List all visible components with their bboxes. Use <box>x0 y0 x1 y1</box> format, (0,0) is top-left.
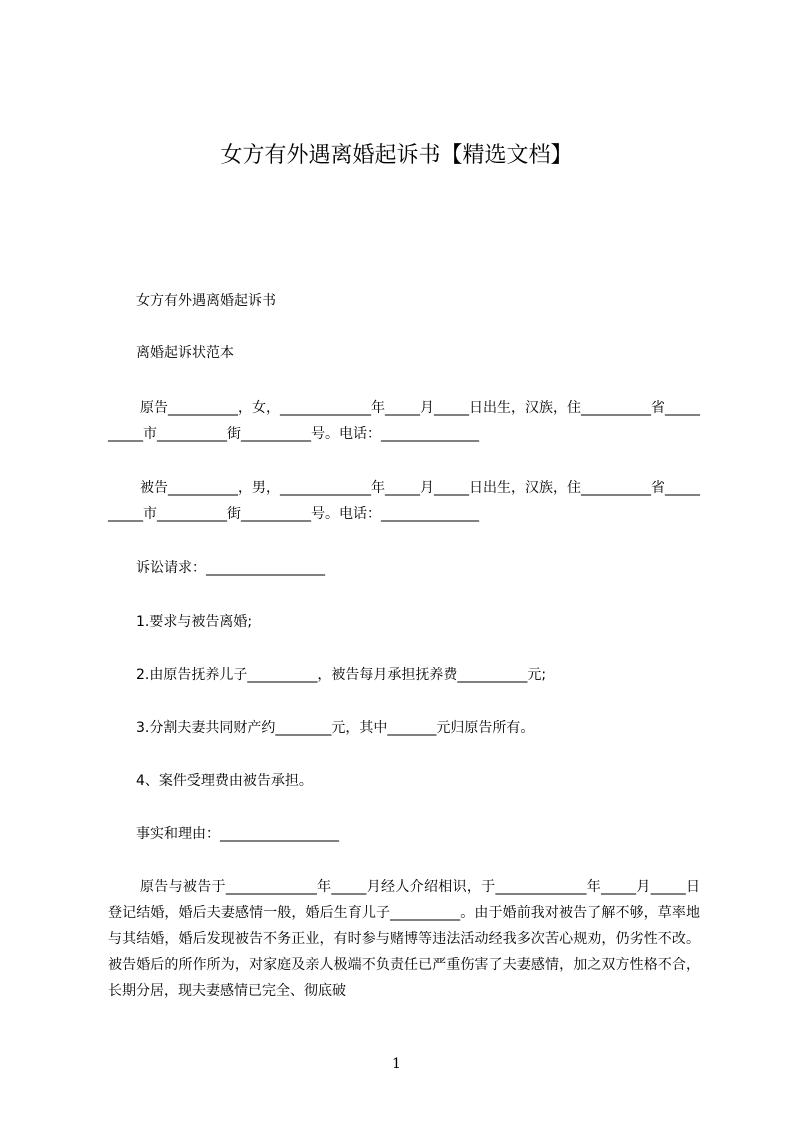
facts-heading: 事实和理由：_________________ <box>136 826 339 842</box>
claims-heading: 诉讼请求：_________________ <box>136 560 325 576</box>
claim-item-2: 2.由原告抚养儿子__________，被告每月承担抚养费__________元; <box>136 667 547 683</box>
document-title: 女方有外遇离婚起诉书【精选文档】 <box>220 143 573 168</box>
page-number: 1 <box>392 1056 401 1072</box>
facts-body-paragraph: 原告与被告于_____________年_____月经人介绍相识，于_____________年_____月_____日登记结婚，婚后夫妻感情一般，婚后生育儿子__________。由于婚前我对被告了解不够，草率地与其结婚，婚后发现被告不务正业，有时参与赌博等违法活动经我多次苦心规劝，仍劣性不改。被告婚后的所作所为，对家庭及亲人极端不负责任已严重伤害了夫妻感情，加之双方性格不合，长期分居，现夫妻感情已完全、彻底破 <box>108 879 700 999</box>
claim-item-3: 3.分割夫妻共同财产约________元，其中_______元归原告所有。 <box>136 720 535 736</box>
plaintiff-info-paragraph: 原告__________，女，_____________年_____月_____日出生，汉族，住__________省__________市__________街__________号。电话：______________ <box>108 400 700 442</box>
claim-item-4: 4、案件受理费由被告承担。 <box>136 773 313 789</box>
claim-item-1: 1.要求与被告离婚; <box>136 614 253 630</box>
subtitle-paragraph: 女方有外遇离婚起诉书 <box>136 293 276 309</box>
template-label-paragraph: 离婚起诉状范本 <box>136 345 234 361</box>
defendant-info-paragraph: 被告__________，男，_____________年_____月_____日出生，汉族，住__________省__________市__________街__________号。电话：______________ <box>108 480 700 522</box>
